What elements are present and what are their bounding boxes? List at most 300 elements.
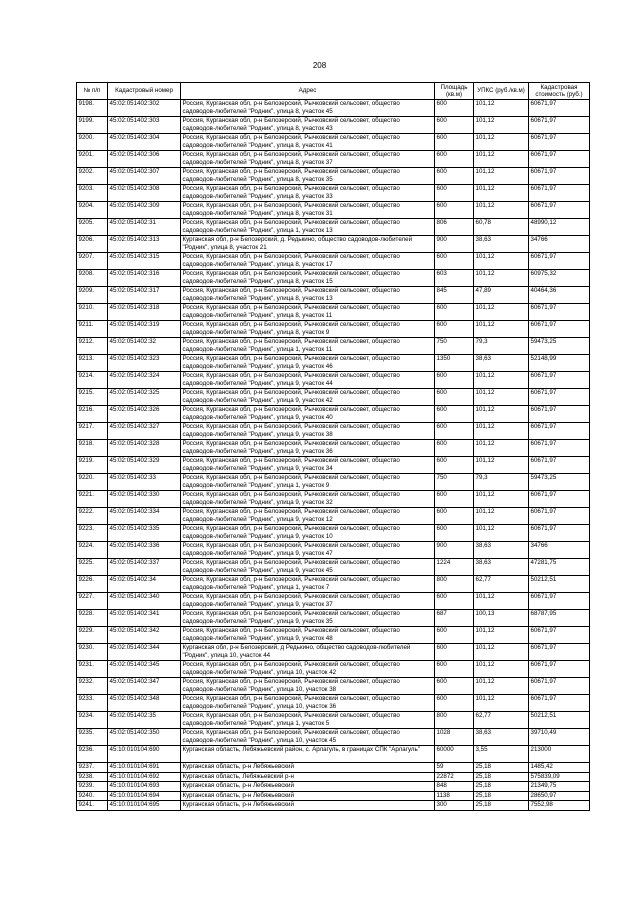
table-row — [77, 525, 590, 542]
header-cadastral-number: Кадастровый номер — [108, 83, 181, 100]
cell-cadastral-number: 45:02:051402:345 — [108, 661, 181, 678]
cell-area: 603 — [435, 270, 474, 287]
cell-area: 600 — [435, 321, 474, 338]
table-row — [77, 389, 590, 406]
cell-area: 1028 — [435, 729, 474, 746]
cell-row-number: 9209. — [77, 287, 108, 304]
table-row — [77, 661, 590, 678]
cell-upks: 101,12 — [474, 253, 529, 270]
cell-row-number: 9203. — [77, 185, 108, 202]
cell-cadastral-value: 60671,97 — [529, 304, 590, 321]
table-row — [77, 746, 590, 763]
cell-cadastral-number: 45:10:010104:691 — [108, 763, 181, 773]
cell-address: Россия, Курганская обл, р-н Белозерский, Рычковский сельсовет, общество садоводов-любителей "Родник", улица 1, участок 13 — [181, 219, 435, 236]
cell-cadastral-number: 45:02:051402:344 — [108, 644, 181, 661]
cell-cadastral-value: 60671,97 — [529, 644, 590, 661]
cell-upks: 25,18 — [474, 772, 529, 782]
table-row — [77, 559, 590, 576]
cell-cadastral-value: 60671,97 — [529, 491, 590, 508]
cell-area: 800 — [435, 576, 474, 593]
cell-address: Россия, Курганская обл, р-н Белозерский, Рычковский сельсовет, общество садоводов-любителей "Родник", улица 8, участок 43 — [181, 117, 435, 134]
cell-cadastral-value: 60671,97 — [529, 678, 590, 695]
cell-cadastral-value: 47281,75 — [529, 559, 590, 576]
cell-address: Россия, Курганская обл, р-н Белозерский, Рычковский сельсовет, общество садоводов-любителей "Родник", улица 9, участок 34 — [181, 457, 435, 474]
table-row — [77, 372, 590, 389]
cell-upks: 101,12 — [474, 525, 529, 542]
cell-address: Курганская область, р-н Лебяжьевский — [181, 763, 435, 773]
table-row — [77, 576, 590, 593]
cell-area: 600 — [435, 661, 474, 678]
cell-address: Россия, Курганская обл, р-н Белозерский, Рычковский сельсовет, общество садоводов-любителей "Родник", улица 1, участок 11 — [181, 338, 435, 355]
cell-cadastral-number: 45:02:051402:336 — [108, 542, 181, 559]
cell-cadastral-value: 60671,97 — [529, 508, 590, 525]
cell-area: 300 — [435, 801, 474, 811]
table-row — [77, 423, 590, 440]
cell-cadastral-number: 45:02:051402:334 — [108, 508, 181, 525]
table-body — [77, 100, 590, 811]
cell-cadastral-number: 45:02:051402:327 — [108, 423, 181, 440]
cell-area: 600 — [435, 508, 474, 525]
cell-row-number: 9210. — [77, 304, 108, 321]
cell-upks: 101,12 — [474, 372, 529, 389]
cell-address: Россия, Курганская обл, р-н Белозерский, Рычковский сельсовет, общество садоводов-любителей "Родник", улица 8, участок 17 — [181, 253, 435, 270]
cell-upks: 62,77 — [474, 576, 529, 593]
table-row — [77, 236, 590, 253]
cell-area: 600 — [435, 151, 474, 168]
cell-address: Курганская обл, р-н Белозерский, д Редькино, общество садоводов-любителей "Родник", улица 10, участок 44 — [181, 644, 435, 661]
cell-upks: 101,12 — [474, 321, 529, 338]
table-row — [77, 338, 590, 355]
cell-cadastral-number: 45:02:051402:309 — [108, 202, 181, 219]
cell-cadastral-number: 45:02:051402:330 — [108, 491, 181, 508]
table-row — [77, 644, 590, 661]
cell-row-number: 9217. — [77, 423, 108, 440]
cell-cadastral-value: 28650,97 — [529, 791, 590, 801]
cell-cadastral-value: 39710,49 — [529, 729, 590, 746]
cell-cadastral-number: 45:02:051402:306 — [108, 151, 181, 168]
cell-area: 600 — [435, 202, 474, 219]
cell-row-number: 9241. — [77, 801, 108, 811]
cell-area: 600 — [435, 389, 474, 406]
table-row — [77, 287, 590, 304]
table-row — [77, 763, 590, 773]
cell-cadastral-value: 52148,99 — [529, 355, 590, 372]
cell-cadastral-value: 60975,32 — [529, 270, 590, 287]
cell-cadastral-number: 45:02:051402:329 — [108, 457, 181, 474]
cell-cadastral-number: 45:02:051402:304 — [108, 134, 181, 151]
cell-upks: 101,12 — [474, 508, 529, 525]
cell-row-number: 9237. — [77, 763, 108, 773]
cell-address: Россия, Курганская обл, р-н Белозерский, Рычковский сельсовет, общество садоводов-любителей "Родник", улица 10, участок 38 — [181, 678, 435, 695]
cell-address: Курганская область, р-н Лебяжьевский — [181, 801, 435, 811]
table-row — [77, 253, 590, 270]
cell-row-number: 9224. — [77, 542, 108, 559]
cell-cadastral-value: 60671,97 — [529, 100, 590, 117]
cell-upks: 101,12 — [474, 457, 529, 474]
cell-address: Россия, Курганская обл, р-н Белозерский, Рычковский сельсовет, общество садоводов-любителей "Родник", улица 8, участок 45 — [181, 100, 435, 117]
cell-row-number: 9221. — [77, 491, 108, 508]
cell-cadastral-number: 45:02:051402:315 — [108, 253, 181, 270]
cell-cadastral-value: 60671,97 — [529, 321, 590, 338]
cell-address: Россия, Курганская обл, р-н Белозерский, Рычковский сельсовет, общество садоводов-любителей "Родник", улица 1, участок 5 — [181, 712, 435, 729]
cell-cadastral-number: 45:02:051402:316 — [108, 270, 181, 287]
header-area: Площадь (кв.м) — [435, 83, 474, 100]
cell-row-number: 9216. — [77, 406, 108, 423]
cell-row-number: 9208. — [77, 270, 108, 287]
cell-row-number: 9229. — [77, 627, 108, 644]
table-row — [77, 772, 590, 782]
cell-area: 600 — [435, 440, 474, 457]
cell-cadastral-number: 45:10:010104:690 — [108, 746, 181, 763]
cell-cadastral-number: 45:02:051402:308 — [108, 185, 181, 202]
table-row — [77, 151, 590, 168]
cell-area: 800 — [435, 712, 474, 729]
cell-cadastral-number: 45:02:051402:341 — [108, 610, 181, 627]
cell-cadastral-number: 45:10:010104:692 — [108, 772, 181, 782]
cell-cadastral-value: 48990,12 — [529, 219, 590, 236]
table-row — [77, 542, 590, 559]
cell-cadastral-number: 45:02:051402:337 — [108, 559, 181, 576]
cell-area: 687 — [435, 610, 474, 627]
cell-address: Россия, Курганская обл, р-н Белозерский, Рычковский сельсовет, общество садоводов-любителей "Родник", улица 8, участок 15 — [181, 270, 435, 287]
table-row — [77, 406, 590, 423]
table-row — [77, 219, 590, 236]
cell-row-number: 9226. — [77, 576, 108, 593]
cell-cadastral-value: 68787,95 — [529, 610, 590, 627]
cell-cadastral-value: 59473,25 — [529, 338, 590, 355]
cell-address: Россия, Курганская обл, р-н Белозерский, Рычковский сельсовет, общество садоводов-любителей "Родник", улица 8, участок 13 — [181, 287, 435, 304]
cell-cadastral-value: 60671,97 — [529, 134, 590, 151]
cell-cadastral-value: 60671,97 — [529, 389, 590, 406]
cell-upks: 101,12 — [474, 151, 529, 168]
cell-area: 59 — [435, 763, 474, 773]
cell-area: 600 — [435, 593, 474, 610]
cell-area: 750 — [435, 474, 474, 491]
cell-address: Россия, Курганская обл, р-н Белозерский, Рычковский сельсовет, общество садоводов-любителей "Родник", улица 9, участок 36 — [181, 440, 435, 457]
cell-cadastral-value: 60671,97 — [529, 151, 590, 168]
cell-upks: 101,12 — [474, 134, 529, 151]
cell-cadastral-value: 60671,97 — [529, 185, 590, 202]
cell-area: 1138 — [435, 791, 474, 801]
table-row — [77, 202, 590, 219]
cell-cadastral-value: 34766 — [529, 236, 590, 253]
cell-cadastral-number: 45:02:051402:342 — [108, 627, 181, 644]
cell-area: 600 — [435, 695, 474, 712]
table-row — [77, 185, 590, 202]
cell-row-number: 9235. — [77, 729, 108, 746]
table-row — [77, 491, 590, 508]
cell-cadastral-value: 60671,97 — [529, 253, 590, 270]
cell-cadastral-number: 45:02:051402:35 — [108, 712, 181, 729]
table-row — [77, 270, 590, 287]
cell-upks: 60,78 — [474, 219, 529, 236]
cell-area: 600 — [435, 100, 474, 117]
cell-row-number: 9232. — [77, 678, 108, 695]
cell-row-number: 9236. — [77, 746, 108, 763]
table-row — [77, 712, 590, 729]
cell-area: 600 — [435, 134, 474, 151]
cell-upks: 101,12 — [474, 440, 529, 457]
cell-cadastral-number: 45:02:051402:347 — [108, 678, 181, 695]
cell-cadastral-value: 60671,97 — [529, 423, 590, 440]
cell-address: Россия, Курганская обл, р-н Белозерский, Рычковский сельсовет, общество садоводов-любителей "Родник", улица 8, участок 9 — [181, 321, 435, 338]
cell-cadastral-value: 213000 — [529, 746, 590, 763]
cell-cadastral-value: 50212,51 — [529, 576, 590, 593]
table-row — [77, 321, 590, 338]
cell-address: Россия, Курганская обл, р-н Белозерский, Рычковский сельсовет, общество садоводов-любителей "Родник", улица 9, участок 48 — [181, 627, 435, 644]
cell-cadastral-number: 45:02:051402:325 — [108, 389, 181, 406]
table-row — [77, 508, 590, 525]
table-row — [77, 593, 590, 610]
cell-cadastral-value: 575839,09 — [529, 772, 590, 782]
cell-area: 60000 — [435, 746, 474, 763]
cell-address: Курганская область, р-н Лебяжьевский — [181, 782, 435, 792]
cell-upks: 101,12 — [474, 185, 529, 202]
table-row — [77, 474, 590, 491]
cell-cadastral-value: 7552,98 — [529, 801, 590, 811]
cell-cadastral-value: 60671,97 — [529, 695, 590, 712]
cell-area: 600 — [435, 372, 474, 389]
cell-row-number: 9218. — [77, 440, 108, 457]
cell-row-number: 9207. — [77, 253, 108, 270]
cell-address: Россия, Курганская обл, р-н Белозерский, Рычковский сельсовет, общество садоводов-любителей "Родник", улица 8, участок 37 — [181, 151, 435, 168]
cell-row-number: 9222. — [77, 508, 108, 525]
cell-upks: 79,3 — [474, 474, 529, 491]
cell-cadastral-value: 60671,97 — [529, 440, 590, 457]
cell-address: Россия, Курганская обл, р-н Белозерский, Рычковский сельсовет, общество садоводов-любителей "Родник", улица 1, участок 9 — [181, 474, 435, 491]
table-row — [77, 440, 590, 457]
cell-area: 22872 — [435, 772, 474, 782]
cell-cadastral-number: 45:10:010104:694 — [108, 791, 181, 801]
cell-address: Россия, Курганская обл, р-н Белозерский, Рычковский сельсовет, общество садоводов-любителей "Родник", улица 8, участок 35 — [181, 168, 435, 185]
cell-area: 848 — [435, 782, 474, 792]
table-row — [77, 134, 590, 151]
cell-upks: 38,63 — [474, 355, 529, 372]
header-num: № п/п — [77, 83, 108, 100]
table-row — [77, 610, 590, 627]
cell-cadastral-number: 45:02:051402:313 — [108, 236, 181, 253]
cell-address: Россия, Курганская обл, р-н Белозерский, Рычковский сельсовет, общество садоводов-любителей "Родник", улица 9, участок 40 — [181, 406, 435, 423]
cell-cadastral-number: 45:02:051402:318 — [108, 304, 181, 321]
cell-address: Россия, Курганская обл, р-н Белозерский, Рычковский сельсовет, общество садоводов-любителей "Родник", улица 9, участок 12 — [181, 508, 435, 525]
table-row — [77, 791, 590, 801]
cell-cadastral-number: 45:02:051402:303 — [108, 117, 181, 134]
cell-cadastral-number: 45:02:051402:319 — [108, 321, 181, 338]
cell-cadastral-value: 60671,97 — [529, 202, 590, 219]
cell-cadastral-number: 45:02:051402:34 — [108, 576, 181, 593]
cell-row-number: 9234. — [77, 712, 108, 729]
cell-cadastral-value: 60671,97 — [529, 406, 590, 423]
cell-area: 600 — [435, 627, 474, 644]
cell-upks: 101,12 — [474, 100, 529, 117]
cell-row-number: 9198. — [77, 100, 108, 117]
cell-upks: 38,63 — [474, 542, 529, 559]
cell-upks: 101,12 — [474, 491, 529, 508]
cell-address: Россия, Курганская обл, р-н Белозерский, Рычковский сельсовет, общество садоводов-любителей "Родник", улица 10, участок 45 — [181, 729, 435, 746]
cell-cadastral-number: 45:02:051402:31 — [108, 219, 181, 236]
cell-area: 600 — [435, 423, 474, 440]
header-upks: УПКС (руб./кв.м) — [474, 83, 529, 100]
cell-area: 600 — [435, 168, 474, 185]
cell-upks: 101,12 — [474, 661, 529, 678]
cadastral-table — [76, 82, 590, 811]
cell-upks: 101,12 — [474, 678, 529, 695]
cell-cadastral-value: 60671,97 — [529, 661, 590, 678]
cell-row-number: 9211. — [77, 321, 108, 338]
cell-row-number: 9238. — [77, 772, 108, 782]
cell-cadastral-value: 59473,25 — [529, 474, 590, 491]
cell-address: Россия, Курганская обл, р-н Белозерский, Рычковский сельсовет, общество садоводов-любителей "Родник", улица 8, участок 33 — [181, 185, 435, 202]
table-row — [77, 457, 590, 474]
cell-cadastral-number: 45:02:051402:326 — [108, 406, 181, 423]
cell-row-number: 9223. — [77, 525, 108, 542]
cell-area: 900 — [435, 236, 474, 253]
table-row — [77, 782, 590, 792]
cell-address: Россия, Курганская обл, р-н Белозерский, Рычковский сельсовет, общество садоводов-любителей "Родник", улица 9, участок 47 — [181, 542, 435, 559]
cell-cadastral-value: 60671,97 — [529, 168, 590, 185]
cell-address: Курганская область, Лебяжьевский р-н — [181, 772, 435, 782]
cell-cadastral-number: 45:02:051402:32 — [108, 338, 181, 355]
cell-upks: 101,12 — [474, 168, 529, 185]
cell-upks: 101,12 — [474, 117, 529, 134]
cell-row-number: 9200. — [77, 134, 108, 151]
cell-upks: 38,63 — [474, 236, 529, 253]
cell-cadastral-value: 60671,97 — [529, 593, 590, 610]
cell-upks: 101,12 — [474, 406, 529, 423]
table-row — [77, 117, 590, 134]
cell-row-number: 9219. — [77, 457, 108, 474]
cell-upks: 25,18 — [474, 763, 529, 773]
cell-address: Россия, Курганская обл, р-н Белозерский, Рычковский сельсовет, общество садоводов-любителей "Родник", улица 9, участок 45 — [181, 559, 435, 576]
cell-upks: 25,18 — [474, 791, 529, 801]
cell-cadastral-value: 21349,75 — [529, 782, 590, 792]
cell-area: 750 — [435, 338, 474, 355]
cell-address: Курганская область, р-н Лебяжьевский — [181, 791, 435, 801]
cell-upks: 101,12 — [474, 270, 529, 287]
cell-row-number: 9202. — [77, 168, 108, 185]
cell-area: 600 — [435, 185, 474, 202]
cell-cadastral-number: 45:02:051402:340 — [108, 593, 181, 610]
cell-row-number: 9231. — [77, 661, 108, 678]
cell-cadastral-number: 45:02:051402:324 — [108, 372, 181, 389]
table-header-row — [77, 83, 590, 100]
cell-address: Курганская обл, р-н Белозерский, д. Редькино, общество садоводов-любителей "Родник", улица 8, участок 21 — [181, 236, 435, 253]
cell-cadastral-number: 45:02:051402:328 — [108, 440, 181, 457]
cell-row-number: 9206. — [77, 236, 108, 253]
cell-area: 600 — [435, 678, 474, 695]
cell-address: Россия, Курганская обл, р-н Белозерский, Рычковский сельсовет, общество садоводов-любителей "Родник", улица 9, участок 46 — [181, 355, 435, 372]
cell-area: 806 — [435, 219, 474, 236]
cell-cadastral-value: 60671,97 — [529, 525, 590, 542]
cell-cadastral-value: 34766 — [529, 542, 590, 559]
cell-cadastral-value: 60671,97 — [529, 117, 590, 134]
cell-address: Россия, Курганская обл, р-н Белозерский, Рычковский сельсовет, общество садоводов-любителей "Родник", улица 9, участок 35 — [181, 610, 435, 627]
cell-cadastral-number: 45:02:051402:335 — [108, 525, 181, 542]
cell-row-number: 9214. — [77, 372, 108, 389]
cell-row-number: 9228. — [77, 610, 108, 627]
cell-upks: 38,63 — [474, 559, 529, 576]
cell-area: 600 — [435, 304, 474, 321]
cell-cadastral-number: 45:02:051402:33 — [108, 474, 181, 491]
cell-upks: 101,12 — [474, 304, 529, 321]
cell-cadastral-number: 45:02:051402:348 — [108, 695, 181, 712]
cell-area: 600 — [435, 644, 474, 661]
cell-area: 600 — [435, 525, 474, 542]
cell-cadastral-value: 50212,51 — [529, 712, 590, 729]
cell-upks: 62,77 — [474, 712, 529, 729]
cell-cadastral-number: 45:02:051402:323 — [108, 355, 181, 372]
cell-cadastral-value: 60671,97 — [529, 457, 590, 474]
cell-row-number: 9220. — [77, 474, 108, 491]
cell-cadastral-number: 45:02:051402:302 — [108, 100, 181, 117]
cell-upks: 25,18 — [474, 801, 529, 811]
cell-upks: 101,12 — [474, 593, 529, 610]
cell-row-number: 9204. — [77, 202, 108, 219]
cell-row-number: 9233. — [77, 695, 108, 712]
cell-address: Россия, Курганская обл, р-н Белозерский, Рычковский сельсовет, общество садоводов-любителей "Родник", улица 9, участок 42 — [181, 389, 435, 406]
cell-address: Россия, Курганская обл, р-н Белозерский, Рычковский сельсовет, общество садоводов-любителей "Родник", улица 9, участок 37 — [181, 593, 435, 610]
cell-upks: 101,12 — [474, 389, 529, 406]
cell-address: Россия, Курганская обл, р-н Белозерский, Рычковский сельсовет, общество садоводов-любителей "Родник", улица 8, участок 31 — [181, 202, 435, 219]
cell-row-number: 9240. — [77, 791, 108, 801]
cell-upks: 38,63 — [474, 729, 529, 746]
page-number: 208 — [312, 61, 327, 70]
cell-upks: 47,89 — [474, 287, 529, 304]
cell-upks: 25,18 — [474, 782, 529, 792]
cell-address: Россия, Курганская обл, р-н Белозерский, Рычковский сельсовет, общество садоводов-любителей "Родник", улица 1, участок 7 — [181, 576, 435, 593]
table-row — [77, 355, 590, 372]
table-row — [77, 304, 590, 321]
table-row — [77, 695, 590, 712]
cell-cadastral-number: 45:02:051402:350 — [108, 729, 181, 746]
cell-cadastral-value: 60671,97 — [529, 372, 590, 389]
cell-area: 600 — [435, 253, 474, 270]
header-cadastral-value: Кадастровая стоимость (руб.) — [529, 83, 590, 100]
cell-upks: 101,12 — [474, 695, 529, 712]
table-row — [77, 678, 590, 695]
cell-address: Россия, Курганская обл, р-н Белозерский, Рычковский сельсовет, общество садоводов-любителей "Родник", улица 10, участок 42 — [181, 661, 435, 678]
table-row — [77, 100, 590, 117]
cell-cadastral-number: 45:10:010104:693 — [108, 782, 181, 792]
cell-cadastral-number: 45:10:010104:695 — [108, 801, 181, 811]
cell-cadastral-value: 60671,97 — [529, 627, 590, 644]
cell-area: 600 — [435, 457, 474, 474]
cell-row-number: 9230. — [77, 644, 108, 661]
cell-area: 600 — [435, 491, 474, 508]
cell-address: Россия, Курганская обл, р-н Белозерский, Рычковский сельсовет, общество садоводов-любителей "Родник", улица 10, участок 36 — [181, 695, 435, 712]
cell-upks: 101,12 — [474, 627, 529, 644]
cell-area: 1224 — [435, 559, 474, 576]
cell-upks: 101,12 — [474, 202, 529, 219]
cell-cadastral-number: 45:02:051402:307 — [108, 168, 181, 185]
cell-address: Россия, Курганская обл, р-н Белозерский, Рычковский сельсовет, общество садоводов-любителей "Родник", улица 9, участок 38 — [181, 423, 435, 440]
cell-address: Курганская область, Лебяжьевский район, с. Арлагуль, в границах СПК "Арлагуль" — [181, 746, 435, 763]
cell-cadastral-value: 40464,36 — [529, 287, 590, 304]
cell-upks: 101,12 — [474, 423, 529, 440]
cell-row-number: 9239. — [77, 782, 108, 792]
cell-row-number: 9215. — [77, 389, 108, 406]
cell-upks: 79,3 — [474, 338, 529, 355]
cell-row-number: 9199. — [77, 117, 108, 134]
cell-row-number: 9205. — [77, 219, 108, 236]
cell-row-number: 9225. — [77, 559, 108, 576]
cell-row-number: 9201. — [77, 151, 108, 168]
cell-cadastral-number: 45:02:051402:317 — [108, 287, 181, 304]
cell-address: Россия, Курганская обл, р-н Белозерский, Рычковский сельсовет, общество садоводов-любителей "Родник", улица 9, участок 10 — [181, 525, 435, 542]
header-address: Адрес — [181, 83, 435, 100]
cell-area: 600 — [435, 117, 474, 134]
cell-area: 845 — [435, 287, 474, 304]
